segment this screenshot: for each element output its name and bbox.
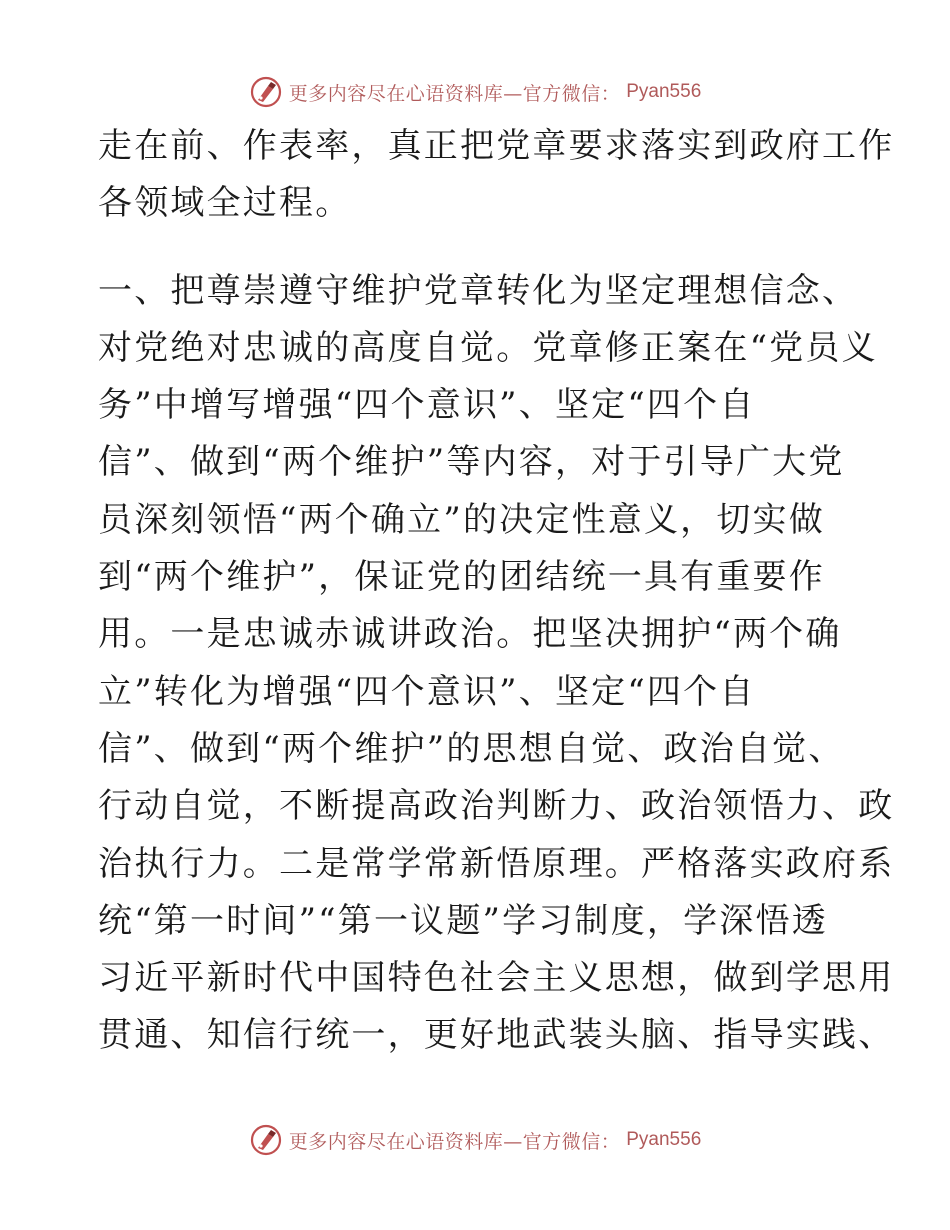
text-line: 立”转化为增强“四个意识”、坚定“四个自 xyxy=(98,671,756,712)
pen-nib-logo-icon xyxy=(249,1123,283,1157)
paragraph-section-one xyxy=(98,263,895,1065)
document-body xyxy=(98,118,895,1065)
text-line: 员深刻领悟“两个确立”的决定性意义，切实做 xyxy=(98,499,825,540)
watermark-text: 更多内容尽在心语资料库—官方微信： xyxy=(288,1130,621,1153)
text-line: 务”中增写增强“四个意识”、坚定“四个自 xyxy=(98,385,756,426)
text-line: 走在前、作表率，真正把党章要求落实到政府工作 xyxy=(98,126,895,166)
text-line: 贯通、知信行统一，更好地武装头脑、指导实践、 xyxy=(98,1015,895,1056)
paragraph-continuation xyxy=(98,118,895,233)
text-line: 习近平新时代中国特色社会主义思想，做到学思用 xyxy=(98,958,895,999)
text-line: 各领域全过程。 xyxy=(98,183,352,224)
section-heading-line: 一、把尊崇遵守维护党章转化为坚定理想信念、 xyxy=(98,270,859,311)
text-line: 治执行力。二是常学常新悟原理。严格落实政府系 xyxy=(98,843,895,884)
watermark-text: 更多内容尽在心语资料库—官方微信： xyxy=(288,82,621,105)
footer-watermark xyxy=(0,1120,950,1160)
header-watermark xyxy=(0,72,950,112)
text-line: 信”、做到“两个维护”的思想自觉、政治自觉、 xyxy=(98,728,845,769)
text-line: 信”、做到“两个维护”等内容，对于引导广大党 xyxy=(98,442,845,483)
text-line: 统“第一时间”“第一议题”学习制度，学深悟透 xyxy=(98,900,828,941)
text-line: 到“两个维护”，保证党的团结统一具有重要作 xyxy=(98,557,825,598)
pen-nib-logo-icon xyxy=(249,75,283,109)
watermark-wechat-id: Pyan556 xyxy=(626,1129,702,1150)
watermark-wechat-id: Pyan556 xyxy=(626,81,702,102)
text-line: 对党绝对忠诚的高度自觉。党章修正案在“党员义 xyxy=(98,327,878,368)
text-line: 用。一是忠诚赤诚讲政治。把坚决拥护“两个确 xyxy=(98,614,842,655)
text-line: 行动自觉，不断提高政治判断力、政治领悟力、政 xyxy=(98,786,895,827)
